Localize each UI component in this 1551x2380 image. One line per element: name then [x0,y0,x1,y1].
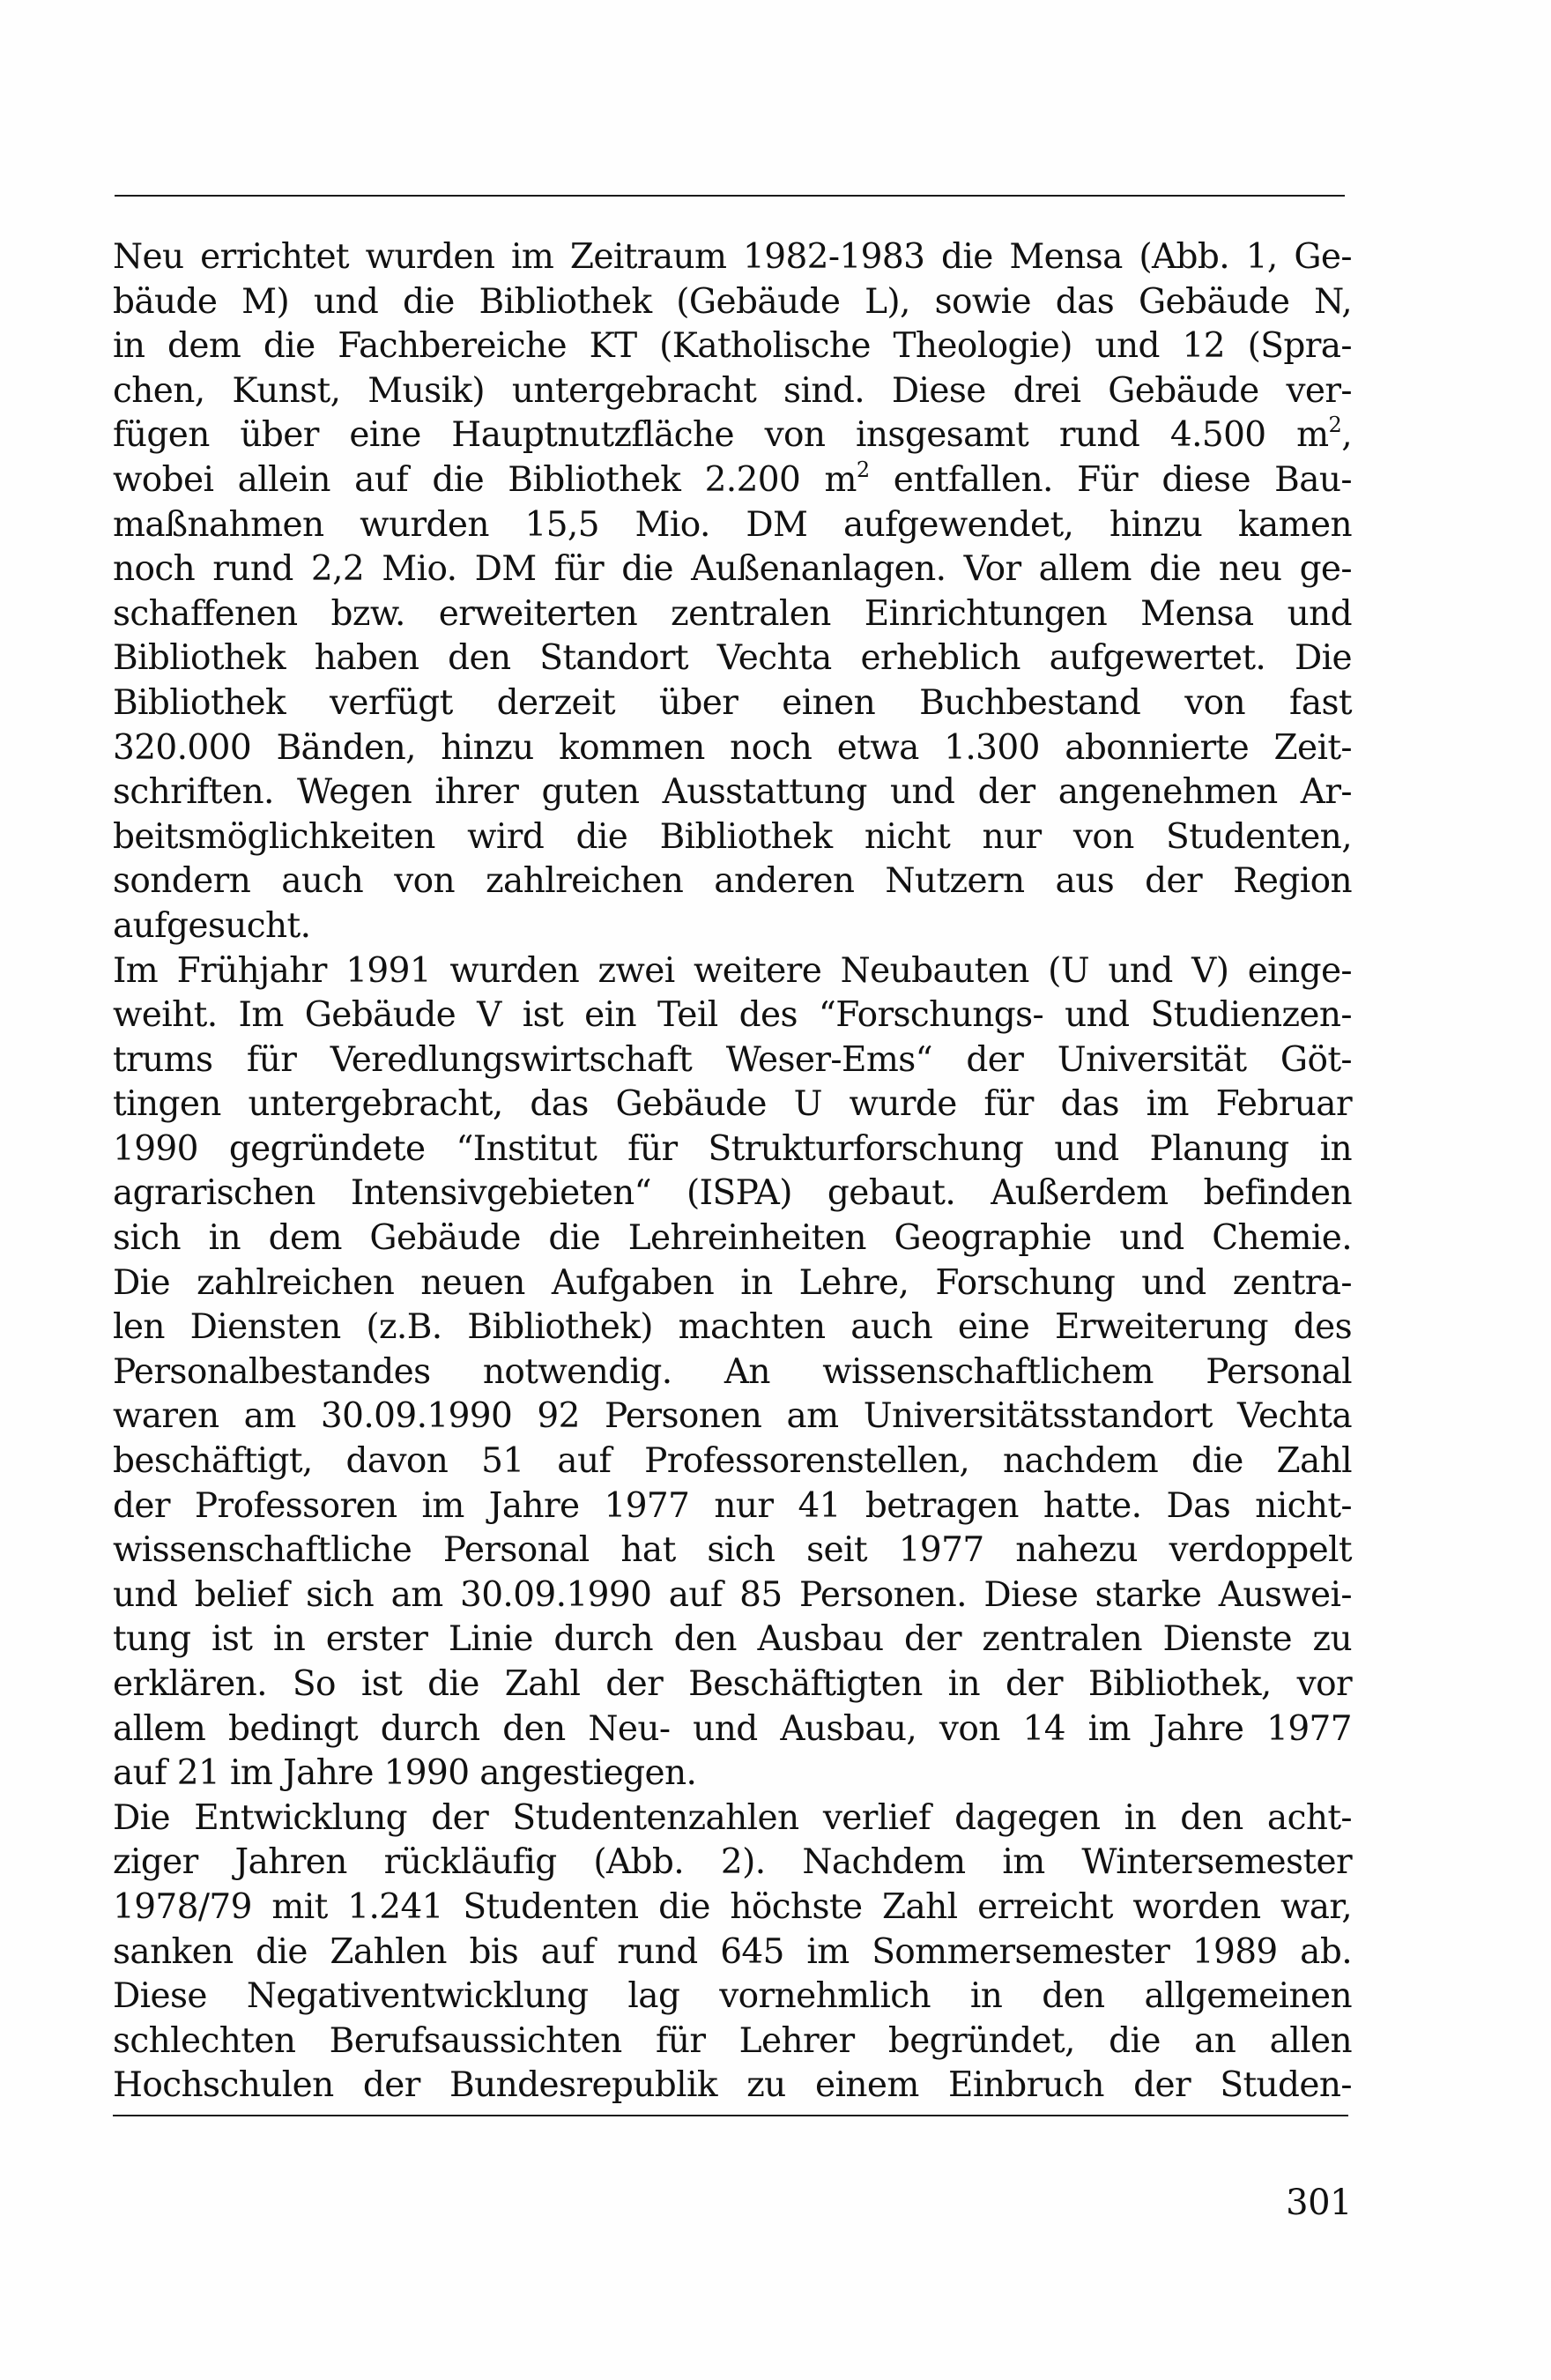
text-line: 1978/79 mit 1.241 Studenten die höchste Zahl erreicht worden war, [113,1886,1352,1927]
text-line: bäude M) und die Bibliothek (Gebäude L), sowie das Gebäude N, [113,281,1352,322]
text-line: sich in dem Gebäude die Lehreinheiten Geographie und Chemie. [113,1218,1352,1259]
body-text [113,235,1352,2109]
text-line: Diese Negativentwicklung lag vornehmlich in den allgemeinen [113,1976,1352,2017]
text-line: Die Entwicklung der Studentenzahlen verlief dagegen in den acht- [113,1797,1352,1838]
text-line: Die zahlreichen neuen Aufgaben in Lehre, Forschung und zentra- [113,1262,1352,1303]
text-line: sanken die Zahlen bis auf rund 645 im Sommersemester 1989 ab. [113,1931,1352,1972]
text-line: ziger Jahren rückläufig (Abb. 2). Nachdem im Wintersemester [113,1842,1352,1883]
superscript: 2 [856,457,870,482]
text-line [113,458,1352,503]
text-fragment: fügen über eine Hauptnutzfläche von insgesamt rund 4.500 m [113,415,1329,456]
text-line: maßnahmen wurden 15,5 Mio. DM aufgewendet, hinzu kamen [113,504,1352,545]
text-line [113,413,1352,458]
text-line: len Diensten (z.B. Bibliothek) machten auch eine Erweiterung des [113,1307,1352,1348]
text-line: schriften. Wegen ihrer guten Ausstattung und der angenehmen Ar- [113,772,1352,813]
text-fragment: , [1341,415,1352,456]
text-line: noch rund 2,2 Mio. DM für die Außenanlagen. Vor allem die neu ge- [113,549,1352,590]
text-line: auf 21 im Jahre 1990 angestiegen. [113,1753,697,1794]
text-line: chen, Kunst, Musik) untergebracht sind. Diese drei Gebäude ver- [113,370,1352,411]
text-line: Bibliothek haben den Standort Vechta erheblich aufgewertet. Die [113,638,1352,679]
text-line: 320.000 Bänden, hinzu kommen noch etwa 1.300 abonnierte Zeit- [113,727,1352,768]
page-number: 301 [1286,2183,1352,2223]
text-line: erklären. So ist die Zahl der Beschäftigten in der Bibliothek, vor [113,1664,1352,1704]
text-line: Neu errichtet wurden im Zeitraum 1982-1983 die Mensa (Abb. 1, Ge- [113,237,1352,277]
text-line: schaffenen bzw. erweiterten zentralen Einrichtungen Mensa und [113,593,1352,634]
text-line: Hochschulen der Bundesrepublik zu einem Einbruch der Studen- [113,2065,1352,2106]
text-line: aufgesucht. [113,905,311,946]
text-line: schlechten Berufsaussichten für Lehrer begründet, die an allen [113,2020,1352,2061]
text-line: tung ist in erster Linie durch den Ausbau der zentralen Dienste zu [113,1619,1352,1660]
text-line: allem bedingt durch den Neu- und Ausbau, von 14 im Jahre 1977 [113,1708,1352,1749]
paragraph [113,949,1352,1796]
text-line: und belief sich am 30.09.1990 auf 85 Personen. Diese starke Auswei- [113,1574,1352,1615]
text-line: Personalbestandes notwendig. An wissenschaftlichem Personal [113,1351,1352,1392]
superscript: 2 [1328,413,1342,438]
text-line: sondern auch von zahlreichen anderen Nutzern aus der Region [113,861,1352,902]
paragraph [113,1796,1352,2109]
text-line: waren am 30.09.1990 92 Personen am Universitätsstandort Vechta [113,1396,1352,1437]
text-line: 1990 gegründete “Institut für Strukturforschung und Planung in [113,1128,1352,1169]
text-line: agrarischen Intensivgebieten“ (ISPA) gebaut. Außerdem befinden [113,1173,1352,1214]
text-line: der Professoren im Jahre 1977 nur 41 betragen hatte. Das nicht- [113,1485,1352,1526]
text-line: beitsmöglichkeiten wird die Bibliothek nicht nur von Studenten, [113,816,1352,857]
text-line: in dem die Fachbereiche KT (Katholische Theologie) und 12 (Spra- [113,326,1352,367]
text-line: trums für Veredlungswirtschaft Weser-Ems“ der Universität Göt- [113,1039,1352,1080]
text-fragment: entfallen. Für diese Bau- [869,459,1352,500]
text-fragment: wobei allein auf die Bibliothek 2.200 m [113,459,857,500]
footer-rule [113,2115,1348,2116]
text-line: Im Frühjahr 1991 wurden zwei weitere Neubauten (U und V) einge- [113,950,1352,991]
text-line: tingen untergebracht, das Gebäude U wurde für das im Februar [113,1084,1352,1125]
text-line: weiht. Im Gebäude V ist ein Teil des “Forschungs- und Studienzen- [113,995,1352,1036]
paragraph [113,235,1352,949]
text-line: wissenschaftliche Personal hat sich seit 1977 nahezu verdoppelt [113,1530,1352,1571]
header-rule [115,195,1345,197]
text-line: Bibliothek verfügt derzeit über einen Buchbestand von fast [113,682,1352,723]
text-line: beschäftigt, davon 51 auf Professorenstellen, nachdem die Zahl [113,1441,1352,1482]
